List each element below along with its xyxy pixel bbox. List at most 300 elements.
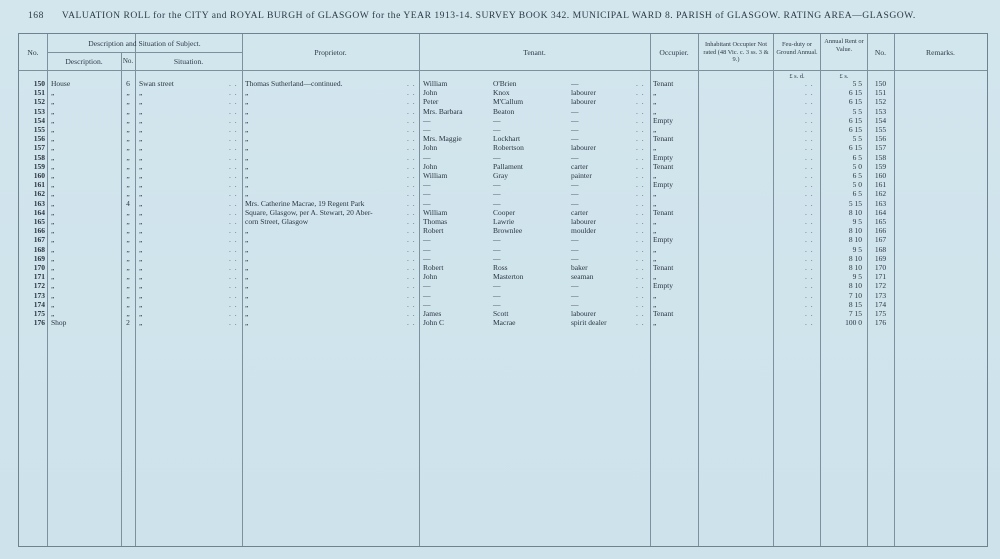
dots-tenant: . . xyxy=(636,161,645,171)
row-description: „ xyxy=(51,134,55,144)
dots-proprietor: . . xyxy=(407,115,416,125)
row-no: 152 xyxy=(33,97,45,107)
row-no2: 169 xyxy=(874,253,887,263)
dots-situation: . . xyxy=(229,152,238,162)
dots-proprietor: . . xyxy=(407,299,416,309)
row-tenant-forename: — xyxy=(423,244,431,254)
dots-situation: . . xyxy=(229,134,238,144)
table-row xyxy=(19,245,987,254)
row-desc-no: „ xyxy=(126,207,130,217)
table-row xyxy=(19,272,987,281)
row-no2: 161 xyxy=(874,180,887,190)
dots-feu: . . xyxy=(805,207,814,217)
dots-feu: . . xyxy=(805,253,814,263)
row-no2: 163 xyxy=(874,198,887,208)
row-description: „ xyxy=(51,106,55,116)
row-description: House xyxy=(51,79,71,88)
dots-tenant: . . xyxy=(636,281,645,291)
row-occupier: Tenant xyxy=(653,134,674,144)
row-tenant-forename: — xyxy=(423,290,431,300)
row-desc-no: „ xyxy=(126,106,130,116)
dots-proprietor: . . xyxy=(407,152,416,162)
table-row xyxy=(19,309,987,318)
dots-situation: . . xyxy=(229,217,238,226)
row-no: 173 xyxy=(33,290,45,300)
table-row xyxy=(19,162,987,171)
row-description: „ xyxy=(51,272,55,282)
row-occupier: Empty xyxy=(653,281,673,291)
rent-units: £ s. xyxy=(839,73,849,80)
row-situation: „ xyxy=(139,143,143,153)
row-tenant-forename: John xyxy=(423,161,438,171)
table-row xyxy=(19,79,987,88)
dots-feu: . . xyxy=(805,189,814,199)
row-situation: „ xyxy=(139,226,143,236)
dots-situation: . . xyxy=(229,115,238,125)
dots-proprietor: . . xyxy=(407,198,416,208)
row-description: „ xyxy=(51,299,55,309)
row-situation: „ xyxy=(139,171,143,180)
table-row xyxy=(19,171,987,180)
dots-situation: . . xyxy=(229,125,238,134)
row-no2: 176 xyxy=(874,318,887,328)
row-proprietor: „ xyxy=(245,235,249,245)
row-no2: 171 xyxy=(874,272,887,282)
dots-tenant: . . xyxy=(636,97,645,107)
row-proprietor: „ xyxy=(245,161,249,171)
row-proprietor: „ xyxy=(245,97,249,107)
dots-feu: . . xyxy=(805,171,814,180)
row-desc-no: 6 xyxy=(126,79,130,88)
page-title: VALUATION ROLL for the CITY and ROYAL BURGH of GLASGOW for the YEAR 1913-14. SURVEY BOOK 342. MUNICIPAL WARD 8. PARISH of GLASGOW. RATING AREA—GLASGOW. xyxy=(61,10,916,21)
row-description: „ xyxy=(51,97,55,107)
row-tenant-occupation: — xyxy=(571,244,579,254)
row-rent: 8 10 xyxy=(848,253,862,263)
row-no2: 150 xyxy=(874,79,887,88)
dots-proprietor: . . xyxy=(407,217,416,226)
dots-proprietor: . . xyxy=(407,189,416,199)
dots-tenant: . . xyxy=(636,253,645,263)
dots-feu: . . xyxy=(805,97,814,107)
row-no2: 155 xyxy=(874,125,887,134)
row-rent: 6 15 xyxy=(848,143,862,153)
row-occupier: „ xyxy=(653,198,657,208)
row-occupier: „ xyxy=(653,143,657,153)
row-tenant-surname: — xyxy=(493,198,501,208)
row-tenant-surname: Scott xyxy=(493,309,509,318)
dots-proprietor: . . xyxy=(407,318,416,328)
table-row xyxy=(19,217,987,226)
row-proprietor: „ xyxy=(245,309,249,318)
dots-tenant: . . xyxy=(636,180,645,190)
row-tenant-forename: William xyxy=(423,171,448,180)
dots-feu: . . xyxy=(805,235,814,245)
dots-situation: . . xyxy=(229,88,238,98)
row-situation: „ xyxy=(139,290,143,300)
dots-tenant: . . xyxy=(636,198,645,208)
row-desc-no: „ xyxy=(126,88,130,98)
dots-situation: . . xyxy=(229,235,238,245)
row-tenant-forename: James xyxy=(423,309,442,318)
row-tenant-forename: Mrs. Barbara xyxy=(423,106,463,116)
row-rent: 5 5 xyxy=(852,79,862,88)
row-tenant-occupation: moulder xyxy=(571,226,596,236)
col-feu-header: Feu-duty or Ground Annual. xyxy=(776,41,818,56)
dots-proprietor: . . xyxy=(407,244,416,254)
dots-tenant: . . xyxy=(636,217,645,226)
row-situation: „ xyxy=(139,309,143,318)
row-tenant-surname: Beaton xyxy=(493,106,515,116)
dots-feu: . . xyxy=(805,217,814,226)
dots-proprietor: . . xyxy=(407,79,416,88)
row-proprietor: „ xyxy=(245,189,249,199)
row-tenant-surname: — xyxy=(493,180,501,190)
table-row xyxy=(19,235,987,244)
row-occupier: Empty xyxy=(653,152,673,162)
row-tenant-occupation: — xyxy=(571,106,579,116)
dots-feu: . . xyxy=(805,134,814,144)
dots-situation: . . xyxy=(229,244,238,254)
row-proprietor: „ xyxy=(245,88,249,98)
dots-situation: . . xyxy=(229,189,238,199)
row-no: 170 xyxy=(33,263,45,272)
row-tenant-occupation: — xyxy=(571,152,579,162)
row-no2: 174 xyxy=(874,299,887,309)
col-desc-no-header: No. xyxy=(122,57,134,65)
row-tenant-surname: Brownlee xyxy=(493,226,523,236)
row-no: 166 xyxy=(33,226,45,236)
dots-feu: . . xyxy=(805,161,814,171)
row-no2: 168 xyxy=(874,244,887,254)
row-no: 175 xyxy=(33,309,45,318)
dots-feu: . . xyxy=(805,226,814,236)
row-situation: „ xyxy=(139,244,143,254)
row-no2: 170 xyxy=(874,263,887,272)
row-tenant-occupation: labourer xyxy=(571,97,596,107)
row-description: „ xyxy=(51,152,55,162)
row-tenant-occupation: labourer xyxy=(571,217,596,226)
row-situation: „ xyxy=(139,281,143,291)
col-rent-header: Annual Rent or Value. xyxy=(824,38,864,53)
row-no2: 162 xyxy=(874,189,887,199)
row-desc-no: „ xyxy=(126,263,130,272)
dots-situation: . . xyxy=(229,79,238,88)
row-rent: 6 15 xyxy=(848,97,862,107)
table-row xyxy=(19,153,987,162)
row-desc-no: „ xyxy=(126,226,130,236)
dots-feu: . . xyxy=(805,318,814,328)
row-rent: 6 15 xyxy=(848,115,862,125)
row-no: 163 xyxy=(33,198,45,208)
row-tenant-surname: Pallament xyxy=(493,161,523,171)
row-proprietor: „ xyxy=(245,115,249,125)
row-tenant-surname: — xyxy=(493,290,501,300)
table-row xyxy=(19,125,987,134)
row-description: Shop xyxy=(51,318,67,328)
row-situation: Swan street xyxy=(139,79,174,88)
row-tenant-surname: — xyxy=(493,235,501,245)
row-tenant-occupation: — xyxy=(571,299,579,309)
row-tenant-occupation: — xyxy=(571,115,579,125)
row-proprietor: „ xyxy=(245,253,249,263)
dots-situation: . . xyxy=(229,198,238,208)
dots-feu: . . xyxy=(805,125,814,134)
row-tenant-surname: Gray xyxy=(493,171,508,180)
row-rent: 6 15 xyxy=(848,125,862,134)
row-desc-no: „ xyxy=(126,143,130,153)
row-situation: „ xyxy=(139,88,143,98)
row-tenant-occupation: — xyxy=(571,79,579,88)
row-occupier: Tenant xyxy=(653,263,674,272)
row-tenant-occupation: seaman xyxy=(571,272,594,282)
row-desc-no: „ xyxy=(126,217,130,226)
col-proprietor-header: Proprietor. xyxy=(314,48,347,57)
dots-situation: . . xyxy=(229,281,238,291)
row-tenant-surname: Macrae xyxy=(493,318,516,328)
col-situation-header: Situation. xyxy=(173,57,204,66)
dots-situation: . . xyxy=(229,161,238,171)
row-rent: 8 10 xyxy=(848,207,862,217)
row-desc-no: „ xyxy=(126,309,130,318)
row-desc-no: „ xyxy=(126,290,130,300)
table-row xyxy=(19,97,987,106)
row-description: „ xyxy=(51,171,55,180)
row-tenant-occupation: labourer xyxy=(571,88,596,98)
dots-tenant: . . xyxy=(636,235,645,245)
row-no: 151 xyxy=(33,88,45,98)
row-tenant-occupation: — xyxy=(571,125,579,134)
row-rent: 5 5 xyxy=(852,106,862,116)
table-row xyxy=(19,180,987,189)
table-row xyxy=(19,143,987,152)
row-desc-no: „ xyxy=(126,244,130,254)
row-tenant-forename: William xyxy=(423,207,448,217)
row-no: 174 xyxy=(33,299,45,309)
row-description: „ xyxy=(51,88,55,98)
dots-proprietor: . . xyxy=(407,97,416,107)
row-tenant-surname: Lawrie xyxy=(493,217,515,226)
row-tenant-surname: — xyxy=(493,281,501,291)
dots-tenant: . . xyxy=(636,88,645,98)
row-no2: 156 xyxy=(874,134,887,144)
row-tenant-surname: — xyxy=(493,125,501,134)
dots-feu: . . xyxy=(805,263,814,272)
table-row xyxy=(19,263,987,272)
row-tenant-occupation: carter xyxy=(571,207,589,217)
row-occupier: „ xyxy=(653,97,657,107)
row-no: 153 xyxy=(33,106,45,116)
row-tenant-forename: — xyxy=(423,281,431,291)
dots-situation: . . xyxy=(229,143,238,153)
row-rent: 5 5 xyxy=(852,134,862,144)
row-desc-no: „ xyxy=(126,125,130,134)
row-proprietor: „ xyxy=(245,290,249,300)
row-rent: 6 15 xyxy=(848,88,862,98)
dots-proprietor: . . xyxy=(407,290,416,300)
row-proprietor: „ xyxy=(245,244,249,254)
dots-tenant: . . xyxy=(636,318,645,328)
dots-tenant: . . xyxy=(636,189,645,199)
row-no: 164 xyxy=(33,207,45,217)
dots-proprietor: . . xyxy=(407,272,416,282)
row-description: „ xyxy=(51,180,55,190)
row-situation: „ xyxy=(139,106,143,116)
dots-tenant: . . xyxy=(636,134,645,144)
dots-tenant: . . xyxy=(636,263,645,272)
row-description: „ xyxy=(51,217,55,226)
row-situation: „ xyxy=(139,207,143,217)
dots-feu: . . xyxy=(805,272,814,282)
row-tenant-occupation: baker xyxy=(571,263,588,272)
row-rent: 8 10 xyxy=(848,235,862,245)
row-tenant-occupation: — xyxy=(571,189,579,199)
dots-tenant: . . xyxy=(636,115,645,125)
dots-situation: . . xyxy=(229,253,238,263)
row-no2: 172 xyxy=(874,281,887,291)
dots-tenant: . . xyxy=(636,309,645,318)
row-situation: „ xyxy=(139,161,143,171)
row-no2: 166 xyxy=(874,226,887,236)
row-situation: „ xyxy=(139,299,143,309)
row-desc-no: „ xyxy=(126,281,130,291)
table-row xyxy=(19,226,987,235)
row-no2: 152 xyxy=(874,97,887,107)
row-tenant-surname: — xyxy=(493,299,501,309)
row-no: 156 xyxy=(33,134,45,144)
row-situation: „ xyxy=(139,125,143,134)
row-no: 160 xyxy=(33,171,45,180)
row-proprietor: „ xyxy=(245,299,249,309)
dots-situation: . . xyxy=(229,171,238,180)
row-desc-no: „ xyxy=(126,134,130,144)
row-proprietor: Thomas Sutherland—continued. xyxy=(245,79,343,88)
dots-proprietor: . . xyxy=(407,88,416,98)
row-tenant-occupation: — xyxy=(571,281,579,291)
row-situation: „ xyxy=(139,217,143,226)
dots-tenant: . . xyxy=(636,272,645,282)
row-no2: 160 xyxy=(874,171,887,180)
col-remarks-header: Remarks. xyxy=(926,48,955,57)
row-desc-no: „ xyxy=(126,161,130,171)
dots-proprietor: . . xyxy=(407,106,416,116)
row-desc-no: „ xyxy=(126,171,130,180)
row-tenant-forename: William xyxy=(423,79,448,88)
dots-situation: . . xyxy=(229,97,238,107)
row-rent: 5 0 xyxy=(852,161,862,171)
col-tenant-header: Tenant. xyxy=(523,48,546,57)
dots-situation: . . xyxy=(229,299,238,309)
dots-tenant: . . xyxy=(636,226,645,236)
row-tenant-forename: Robert xyxy=(423,263,444,272)
row-proprietor: „ xyxy=(245,318,249,328)
row-tenant-surname: Knox xyxy=(493,88,510,98)
table-row xyxy=(19,281,987,290)
row-description: „ xyxy=(51,235,55,245)
row-no: 161 xyxy=(33,180,45,190)
row-proprietor: corn Street, Glasgow xyxy=(245,217,309,226)
row-occupier: „ xyxy=(653,290,657,300)
dots-situation: . . xyxy=(229,318,238,328)
row-no: 172 xyxy=(33,281,45,291)
row-proprietor: „ xyxy=(245,226,249,236)
dots-proprietor: . . xyxy=(407,235,416,245)
row-description: „ xyxy=(51,226,55,236)
row-proprietor: „ xyxy=(245,152,249,162)
dots-feu: . . xyxy=(805,299,814,309)
col-description-header: Description. xyxy=(65,57,103,66)
row-no2: 158 xyxy=(874,152,887,162)
table-row xyxy=(19,254,987,263)
row-no: 157 xyxy=(33,143,45,153)
dots-tenant: . . xyxy=(636,171,645,180)
dots-situation: . . xyxy=(229,309,238,318)
row-tenant-forename: Peter xyxy=(423,97,439,107)
dots-situation: . . xyxy=(229,226,238,236)
row-tenant-occupation: spirit dealer xyxy=(571,318,607,328)
table-row xyxy=(19,116,987,125)
row-occupier: Tenant xyxy=(653,309,674,318)
dots-tenant: . . xyxy=(636,79,645,88)
dots-tenant: . . xyxy=(636,244,645,254)
row-proprietor: „ xyxy=(245,281,249,291)
dots-proprietor: . . xyxy=(407,309,416,318)
table-row xyxy=(19,300,987,309)
row-no: 165 xyxy=(33,217,45,226)
row-tenant-surname: — xyxy=(493,152,501,162)
row-no2: 153 xyxy=(874,106,887,116)
row-proprietor: „ xyxy=(245,125,249,134)
valuation-table xyxy=(18,33,988,547)
row-situation: „ xyxy=(139,189,143,199)
row-proprietor: „ xyxy=(245,106,249,116)
row-tenant-surname: Cooper xyxy=(493,207,516,217)
table-row xyxy=(19,208,987,217)
row-description: „ xyxy=(51,263,55,272)
row-no: 150 xyxy=(33,79,45,88)
dots-feu: . . xyxy=(805,106,814,116)
table-row xyxy=(19,134,987,143)
row-tenant-occupation: — xyxy=(571,180,579,190)
row-rent: 9 5 xyxy=(852,217,862,226)
row-occupier: „ xyxy=(653,125,657,134)
row-rent: 8 10 xyxy=(848,226,862,236)
row-situation: „ xyxy=(139,253,143,263)
row-desc-no: „ xyxy=(126,299,130,309)
row-no2: 159 xyxy=(874,161,887,171)
row-description: „ xyxy=(51,207,55,217)
dots-proprietor: . . xyxy=(407,263,416,272)
feu-units: £ s. d. xyxy=(789,73,805,80)
row-rent: 8 10 xyxy=(848,281,862,291)
row-proprietor: „ xyxy=(245,263,249,272)
row-description: „ xyxy=(51,143,55,153)
row-tenant-surname: Ross xyxy=(493,263,508,272)
row-tenant-forename: — xyxy=(423,152,431,162)
row-rent: 9 5 xyxy=(852,272,862,282)
row-proprietor: Square, Glasgow, per A. Stewart, 20 Aber- xyxy=(245,207,373,217)
row-description: „ xyxy=(51,115,55,125)
row-no: 167 xyxy=(33,235,45,245)
row-no: 155 xyxy=(33,125,45,134)
row-no: 171 xyxy=(33,272,45,282)
row-no2: 151 xyxy=(874,88,887,98)
row-no2: 167 xyxy=(874,235,887,245)
row-occupier: Tenant xyxy=(653,79,674,88)
row-occupier: „ xyxy=(653,88,657,98)
row-proprietor: „ xyxy=(245,134,249,144)
row-no2: 157 xyxy=(874,143,887,153)
row-occupier: „ xyxy=(653,253,657,263)
